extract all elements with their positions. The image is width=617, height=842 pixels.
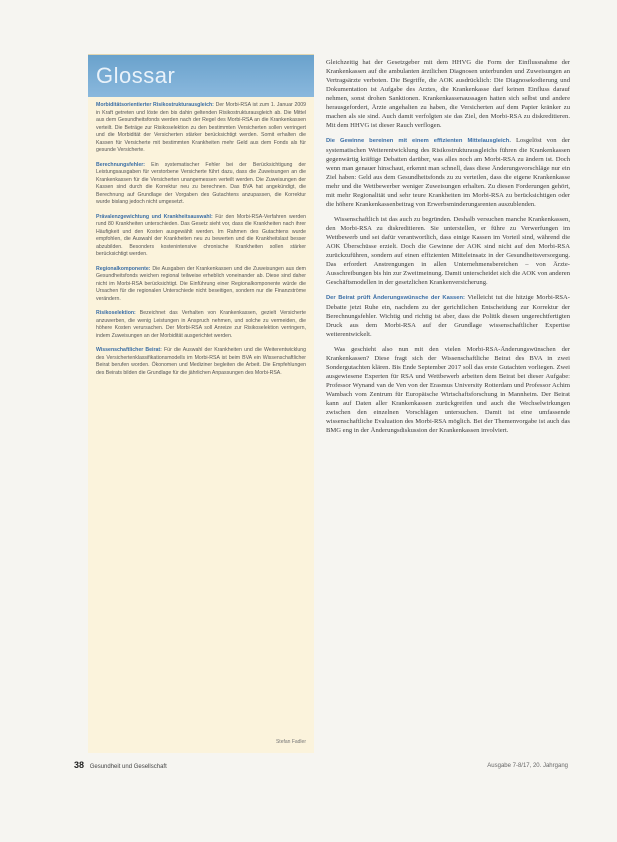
glossary-text: Der Morbi-RSA ist zum 1. Januar 2009 in Kraft getreten und löste den bis dahin geltenden Risikostrukturausgleich ab. Die Mittel aus dem Gesundheitsfonds werden nach der Regel des Morbi-RSA an die Krankenkassen verteilt. Die Beträge zur Risikoselektion zu den bestimmten Versicherten sollen verringert und die Morbidität der Versicherten stärker berücksichtigt werden. Somit erhalten die Kassen für Versicherte mit bestimmten Krankheiten mehr Geld aus dem Fonds als für gesunde Versicherte. <box>96 102 306 153</box>
article-section-2 <box>326 293 570 339</box>
glossary-text: Ein systematischer Fehler bei der Berücksichtigung der Leistungsausgaben für verstorbene Versicherte führt dazu, dass die Zuweisungen an die Krankenkassen für die Versicherten unangemessen verteilt werden. Die Zuweisungen der Kassen sind durch die Korrektur neu zu berechnen. Das BVA hat angekündigt, die Berechnung auf Grundlage der Vorgaben des Gutachtens anzupassen, die Korrektur wurde bislang jedoch nicht umgesetzt. <box>96 161 306 205</box>
glossary-text: Bezeichnet das Verhalten von Krankenkassen, gezielt Versicherte anzuwerben, die wenig Leistungen in Anspruch nehmen, und solche zu vermeiden, die höhere Kosten verursachen. Der Morbi-RSA soll Anreize zur Risikoselektion verringern, indem Zuweisungen an der Morbidität ausgerichtet werden. <box>96 310 306 339</box>
glossary-term: Prävalenzgewichtung und Krankheitsauswahl: <box>96 213 213 220</box>
glossary-entry <box>96 310 306 340</box>
glossary-text: Für die Auswahl der Krankheiten und die Weiterentwicklung des Versichertenklassifikationsmodells im Morbi-RSA ist beim BVA ein Wissenschaftlicher Beirat berufen worden. Ökonomen und Mediziner begleiten die Arbeit. Die Empfehlungen des Beirats bilden die Grundlage für die jährlichen Anpassungen des Morbi-RSA. <box>96 347 306 376</box>
article-section-1 <box>326 136 570 209</box>
footer-left <box>74 760 167 770</box>
glossary-entries <box>96 102 306 384</box>
glossary-term: Regionalkomponente: <box>96 265 151 272</box>
glossary-entry <box>96 214 306 259</box>
glossary-term: Risikoselektion: <box>96 310 136 316</box>
glossary-entry <box>96 162 306 207</box>
glossary-term: Morbiditätsorientierter Risikostrukturausgleich: <box>96 102 214 108</box>
article-paragraph: Wissenschaftlich ist das auch zu begründen. Deshalb versuchen manche Krankenkassen, den Morbi-RSA zu diskreditieren. Sie unterstellen, er führe zu Verwerfungen im Wettbewerb und sei dafür verantwortlich, dass einige Kassen im Vorteil sind, während die AOK Überschüsse erzielt. Doch die Gewinne der AOK sind nicht auf den Morbi-RSA zurückzuführen, sondern auf einen effizienten Mitteleinsatz in der Gesundheitsversorgung. Das erfordert Anstrengungen in allen Unternehmensbereichen – von Ärzte-Ausschreibungen bis hin zur Zweitmeinung. Damit unterscheidet sich die AOK von anderen Geschäftsmodellen in der gesetzlichen Krankenversicherung. <box>326 216 570 286</box>
glossary-signature: Stefan Fadler <box>275 739 306 745</box>
section-text: Losgelöst von der systematischen Weiterentwicklung des Risikostrukturausgleichs führen die Krankenkassen gegenwärtig kräftige Debatten darüber, was alles noch am Morbi-RSA zu ändern ist. Doch wenn man genauer hinschaut, erkennt man schnell, dass diese Änderungsvorschläge nur ein Ziel haben: Geld aus dem Gesundheitsfonds zu zu verteilen, dass die eigene Krankenkasse mehr und die Wettbewerber weniger Zuweisungen erhalten. Zu diesen Forderungen gehört, mit mehr Regionalität und sehr teure Krankheiten im Morbi-RSA zu berücksichtigen oder die höhere Krankenkassenbeitrag von Erwerbsminderungsrenten auszublenden. <box>326 137 571 208</box>
glossary-box <box>88 54 314 753</box>
glossary-text: Für den Morbi-RSA-Verfahren werden rund 80 Krankheiten unterschieden. Das Gesetz sieht vor, dass die Krankheiten nach ihrer Häufigkeit und den Kosten ausgewählt werden. Im Rahmen des Gutachtens wurde empfohlen, die Auswahl der Krankheiten neu zu bewerten und die Krankheitslast besser abzubilden. Besonders kostenintensive chronische Krankheiten sollen stärker berücksichtigt werden. <box>96 213 306 257</box>
glossary-entry <box>96 347 306 377</box>
issue-info: Ausgabe 7-8/17, 20. Jahrgang <box>487 763 568 769</box>
glossary-entry <box>96 102 306 155</box>
article-intro: Gleichzeitig hat der Gesetzgeber mit dem HHVG die Form der Einflussnahme der Krankenkassen auf die ambulanten ärztlichen Diagnosen unterbunden und Zuweisungen an Vertragsärzte verboten. Die Begriffe, die AOK ausdrücklich: Die Diagnosekodierung und Dokumentation ist Aufgabe des Arztes, die Krankenkasse darf keinen Einfluss darauf nehmen, sonst drohen Sanktionen. Krankenkassenaussagen hatten sich selbst und andere herausgefordert, Ärzte angehalten zu haben, die Versicherten auf dem Papier kränker zu machen als sie sind. Auch damit verfolgten sie das Ziel, den Morbi-RSA zu diskreditieren. Mit dem HHVG ist dieser Rauch verflogen. <box>326 59 570 129</box>
section-text: Vielleicht tut die hitzige Morbi-RSA-Debatte jetzt Ruhe ein, nachdem zu der gerichtlichen Entscheidung zur Korrektur der Berechnungsfehler. Wichtig und richtig ist aber, dass die Politik diesen ungerechtfertigten Druck aus dem Morbi-RSA auf der Grundlage wissenschaftlicher Expertise weiterentwickelt. <box>326 294 571 338</box>
glossary-term: Berechnungsfehler: <box>96 161 146 168</box>
article-paragraph: Was geschieht also nun mit den vielen Morbi-RSA-Änderungswünschen der Krankenkassen? Diese fragt sich der Wissenschaftliche Beirat des BVA in zwei Sondergutachten klären. Bis Ende September 2017 soll das erste Gutachten vorliegen. Zwei ausgewiesene Experten für RSA und Wettbewerb arbeiten dem Beirat bei dieser Aufgabe: Professor Wynand van de Ven von der Erasmus University Rotterdam und Professor Achim Wambach vom Zentrum für Europäische Wirtschaftsforschung in Mannheim. Der Beirat kann auf Daten aller Krankenkassen zurückgreifen und auch die Wechselwirkungen zwischen den einzelnen Vorschlägen untersuchen. Damit ist eine umfassende wissenschaftliche Evaluation des Morbi-RSA möglich. Bei der Themenvorgabe ist auch das BMG eng in der Änderungsdiskussion der Krankenkassen involviert. <box>326 346 570 434</box>
section-heading: Die Gewinne bereinen mit einem effizienten Mittelausgleich. <box>326 138 511 144</box>
section-heading: Der Beirat prüft Änderungswünsche der Kassen: <box>326 295 465 301</box>
glossary-title: Glossar <box>96 63 176 88</box>
glossary-text: Die Ausgaben der Krankenkassen und die Zuweisungen aus dem Gesundheitsfonds weichen regional teilweise erheblich voneinander ab. Diese sind daher nicht im Morbi-RSA berücksichtigt. Die Einführung einer Regionalkomponente würde die Ursachen für die regionalen Unterschiede nicht beseitigen, sondern nur die Finanzströme verändern. <box>96 265 306 302</box>
page-number: 38 <box>74 760 85 770</box>
glossary-entry <box>96 266 306 304</box>
glossary-header <box>88 55 314 97</box>
glossary-term: Wissenschaftlicher Beirat: <box>96 347 162 353</box>
page-footer <box>74 760 568 772</box>
magazine-name: Gesundheit und Gesellschaft <box>89 764 167 770</box>
article-column <box>326 58 570 441</box>
